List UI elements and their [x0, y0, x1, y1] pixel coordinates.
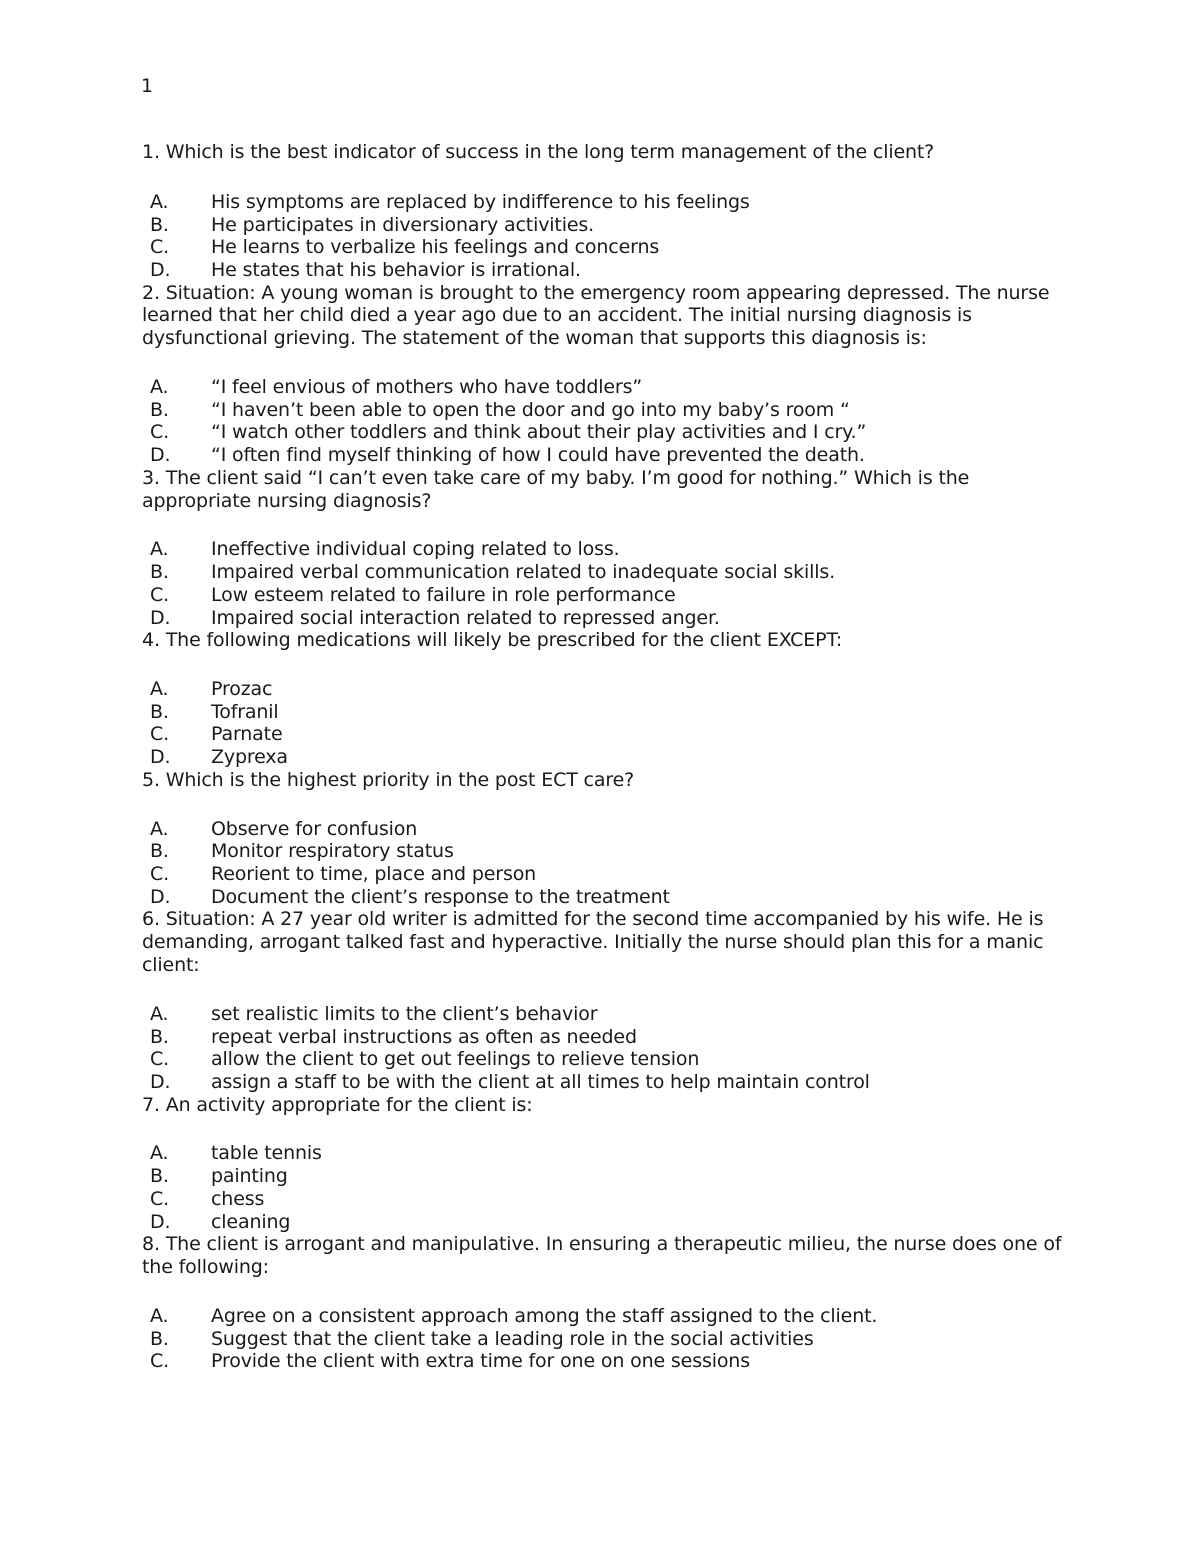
choice-text: “I haven’t been able to open the door and go into my baby’s room “ [211, 398, 850, 421]
choice-text: He states that his behavior is irrational. [211, 258, 581, 281]
question-6 [142, 908, 1072, 1093]
choice-list [142, 376, 1072, 467]
question-stem: 3. The client said “I can’t even take care of my baby. I’m good for nothing.” Which is the appropriate nursing diagnosis? [142, 466, 970, 512]
choice-text: His symptoms are replaced by indifference to his feelings [211, 190, 750, 213]
choice-letter: B. [150, 1025, 169, 1048]
choice-letter: C. [150, 723, 170, 746]
choice-letter: A. [150, 1142, 169, 1165]
choice-c [142, 723, 1072, 746]
choice-text: table tennis [211, 1142, 322, 1165]
choice-text: Provide the client with extra time for one on one sessions [211, 1350, 750, 1373]
choice-letter: C. [150, 583, 170, 606]
choice-list [142, 538, 1072, 629]
choice-letter: B. [150, 561, 169, 584]
choice-letter: B. [150, 700, 169, 723]
question-stem: 1. Which is the best indicator of success in the long term management of the client? [142, 141, 935, 163]
choice-b [142, 214, 1072, 237]
choice-text: Reorient to time, place and person [211, 863, 537, 886]
choice-a [142, 818, 1072, 841]
choice-text: Monitor respiratory status [211, 840, 454, 863]
choice-letter: A. [150, 678, 169, 701]
choice-letter: C. [150, 863, 170, 886]
choice-a [142, 678, 1072, 701]
choice-d [142, 607, 1072, 630]
choice-letter: D. [150, 258, 171, 281]
choice-d [142, 259, 1072, 282]
choice-b [142, 561, 1072, 584]
choice-text: repeat verbal instructions as often as needed [211, 1025, 637, 1048]
choice-c [142, 1188, 1072, 1211]
choice-text: He participates in diversionary activities. [211, 213, 595, 236]
choice-letter: D. [150, 444, 171, 467]
choice-text: set realistic limits to the client’s behavior [211, 1002, 598, 1025]
choice-d [142, 444, 1072, 467]
choice-letter: A. [150, 538, 169, 561]
choice-a [142, 1305, 1072, 1328]
choice-text: Document the client’s response to the treatment [211, 885, 670, 908]
choice-letter: C. [150, 236, 170, 259]
choice-text: He learns to verbalize his feelings and concerns [211, 236, 660, 259]
choice-text: Impaired verbal communication related to inadequate social skills. [211, 561, 836, 584]
choice-b [142, 1026, 1072, 1049]
choice-text: Ineffective individual coping related to loss. [211, 538, 620, 561]
choice-a [142, 1003, 1072, 1026]
choice-letter: D. [150, 1210, 171, 1233]
choice-letter: C. [150, 1048, 170, 1071]
question-stem: 4. The following medications will likely be prescribed for the client EXCEPT: [142, 629, 843, 652]
choice-d [142, 1211, 1072, 1234]
choice-text: chess [211, 1187, 265, 1210]
choice-d [142, 746, 1072, 769]
choice-letter: C. [150, 421, 170, 444]
choice-a [142, 1142, 1072, 1165]
choice-a [142, 376, 1072, 399]
choice-list [142, 191, 1072, 282]
choice-c [142, 1350, 1072, 1373]
choice-b [142, 840, 1072, 863]
choice-letter: D. [150, 885, 171, 908]
choice-letter: A. [150, 1304, 169, 1327]
choice-c [142, 584, 1072, 607]
choice-text: Prozac [211, 678, 273, 701]
choice-letter: B. [150, 213, 169, 236]
question-stem: 7. An activity appropriate for the client is: [142, 1093, 533, 1116]
choice-text: Suggest that the client take a leading role in the social activities [211, 1327, 814, 1350]
question-4 [142, 629, 1072, 769]
choice-letter: D. [150, 606, 171, 629]
choice-letter: C. [150, 1187, 170, 1210]
choice-text: Low esteem related to failure in role performance [211, 583, 676, 606]
choice-list [142, 1003, 1072, 1094]
choice-text: allow the client to get out feelings to relieve tension [211, 1048, 700, 1071]
choice-c [142, 421, 1072, 444]
choice-list [142, 1142, 1072, 1233]
question-list [142, 141, 1072, 1373]
choice-letter: A. [150, 1002, 169, 1025]
choice-letter: A. [150, 817, 169, 840]
choice-letter: A. [150, 190, 169, 213]
choice-text: Agree on a consistent approach among the staff assigned to the client. [211, 1304, 878, 1327]
choice-text: Zyprexa [211, 746, 288, 769]
choice-text: Parnate [211, 723, 283, 746]
choice-letter: D. [150, 1070, 171, 1093]
choice-text: Impaired social interaction related to repressed anger. [211, 606, 720, 629]
choice-c [142, 1048, 1072, 1071]
choice-a [142, 191, 1072, 214]
question-1 [142, 141, 1072, 282]
choice-b [142, 1165, 1072, 1188]
choice-letter: A. [150, 376, 169, 398]
choice-c [142, 863, 1072, 886]
choice-text: cleaning [211, 1210, 291, 1233]
choice-letter: C. [150, 1350, 170, 1373]
question-stem: 8. The client is arrogant and manipulative. In ensuring a therapeutic milieu, the nurse does one of the following: [142, 1233, 1062, 1279]
choice-text: assign a staff to be with the client at all times to help maintain control [211, 1070, 870, 1093]
choice-d [142, 1071, 1072, 1094]
choice-a [142, 538, 1072, 561]
question-stem: 5. Which is the highest priority in the post ECT care? [142, 768, 635, 791]
choice-text: “I watch other toddlers and think about their play activities and I cry.” [211, 421, 867, 444]
choice-b [142, 399, 1072, 422]
question-7 [142, 1094, 1072, 1234]
choice-letter: B. [150, 1327, 169, 1350]
choice-text: Observe for confusion [211, 817, 418, 840]
choice-list [142, 1305, 1072, 1373]
choice-b [142, 701, 1072, 724]
choice-c [142, 236, 1072, 259]
choice-letter: B. [150, 398, 169, 421]
question-2 [142, 282, 1072, 467]
question-8 [142, 1233, 1072, 1373]
choice-d [142, 886, 1072, 909]
choice-b [142, 1328, 1072, 1351]
question-stem: 6. Situation: A 27 year old writer is admitted for the second time accompanied by his wife. He is demanding, arrogant talked fast and hyperactive. Initially the nurse should plan this for a manic client: [142, 908, 1044, 977]
choice-letter: B. [150, 840, 169, 863]
choice-letter: D. [150, 746, 171, 769]
choice-text: painting [211, 1165, 288, 1188]
choice-list [142, 818, 1072, 909]
question-3 [142, 467, 1072, 629]
question-5 [142, 769, 1072, 909]
choice-list [142, 678, 1072, 769]
choice-text: “I often find myself thinking of how I could have prevented the death. [211, 444, 865, 467]
choice-text: “I feel envious of mothers who have toddlers” [211, 376, 643, 398]
choice-text: Tofranil [211, 700, 279, 723]
choice-letter: B. [150, 1165, 169, 1188]
page-number: 1 [141, 75, 153, 97]
question-stem: 2. Situation: A young woman is brought to the emergency room appearing depressed. The nurse learned that her child died a year ago due to an accident. The initial nursing diagnosis is dysfunctional grieving. The statement of the woman that supports this diagnosis is: [142, 281, 1050, 350]
